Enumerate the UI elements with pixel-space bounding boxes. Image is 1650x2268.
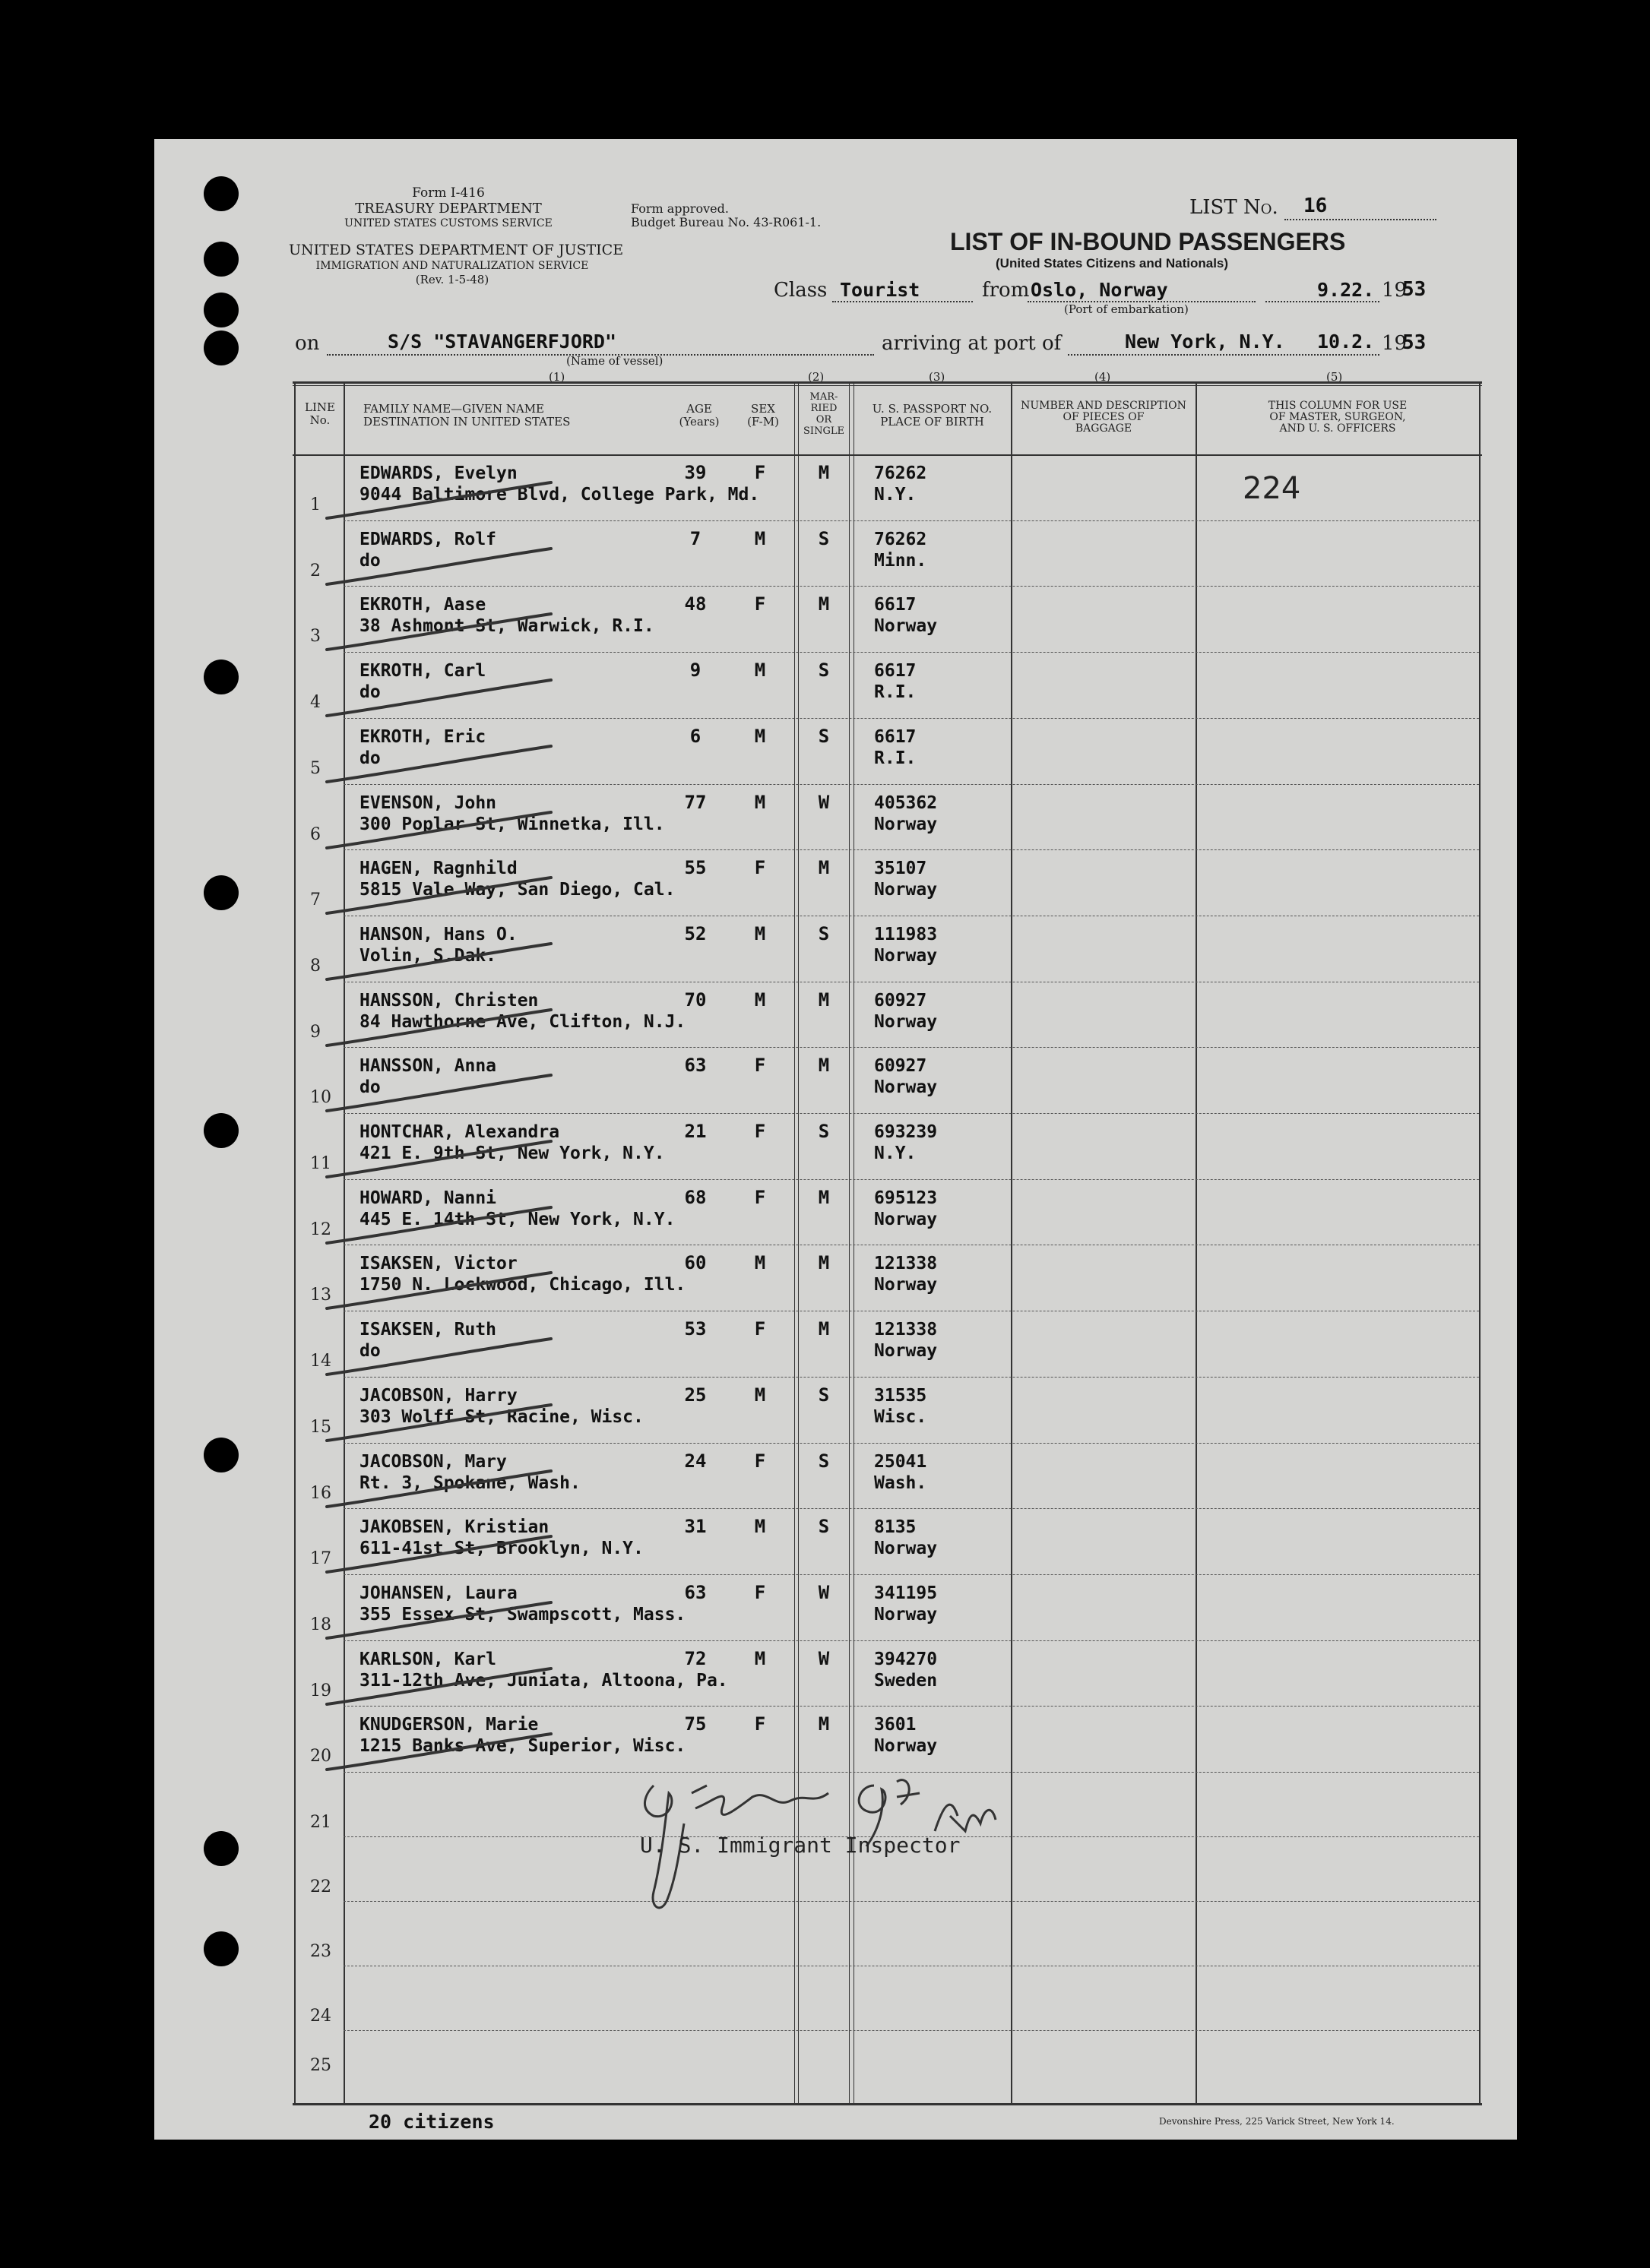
- header-married: MAR- RIED OR SINGLE: [803, 391, 844, 437]
- passenger-name: JOHANSEN, Laura: [359, 1583, 518, 1603]
- passenger-sex: F: [754, 1055, 766, 1077]
- department-justice: UNITED STATES DEPARTMENT OF JUSTICE: [289, 242, 624, 258]
- passenger-age: 60: [684, 1252, 707, 1274]
- passenger-age: 63: [684, 1581, 707, 1603]
- punch-hole: [204, 242, 239, 277]
- passenger-marital-status: W: [818, 1647, 830, 1669]
- line-number: 7: [310, 890, 321, 910]
- passenger-destination: do: [359, 1077, 381, 1098]
- passenger-marital-status: M: [818, 1252, 830, 1274]
- passenger-sex: F: [754, 593, 766, 615]
- passenger-sex: M: [754, 1647, 766, 1669]
- check-mark: [323, 1006, 597, 1052]
- line-number: 6: [310, 824, 321, 844]
- departure-year: 53: [1402, 278, 1427, 301]
- form-approved: Form approved.: [631, 201, 729, 216]
- passenger-marital-status: W: [818, 791, 830, 813]
- passenger-name: HANSSON, Anna: [359, 1056, 497, 1077]
- check-mark: [323, 1533, 597, 1578]
- passenger-age: 24: [684, 1450, 707, 1472]
- check-mark: [323, 479, 597, 524]
- header-line-no: LINE No.: [305, 400, 335, 427]
- passenger-age: 70: [684, 988, 707, 1011]
- passenger-destination: 38 Ashmont St, Warwick, R.I.: [359, 616, 654, 637]
- passport-number: 60927: [874, 1056, 927, 1077]
- passenger-name: EVENSON, John: [359, 792, 497, 813]
- list-number: 16: [1303, 195, 1328, 217]
- passport-number: 6617: [874, 595, 917, 615]
- passenger-destination: 311-12th Ave, Juniata, Altoona, Pa.: [359, 1670, 728, 1691]
- form-number: Form I-416: [412, 185, 485, 201]
- passenger-sex: F: [754, 1581, 766, 1603]
- check-mark: [323, 1467, 597, 1513]
- header-age: AGE (Years): [679, 402, 720, 429]
- passenger-marital-status: S: [818, 1450, 830, 1472]
- header-name: FAMILY NAME—GIVEN NAME DESTINATION IN UNITED STATES: [363, 402, 571, 429]
- place-of-birth: Norway: [874, 1539, 938, 1559]
- passenger-sex: F: [754, 857, 766, 879]
- arrival-date: 10.2.: [1317, 331, 1375, 353]
- passenger-name: HANSSON, Christen: [359, 990, 539, 1011]
- col-number-1: (1): [549, 370, 565, 384]
- form-title: LIST OF IN-BOUND PASSENGERS: [950, 228, 1346, 255]
- passenger-name: ISAKSEN, Ruth: [359, 1320, 497, 1340]
- passenger-destination: do: [359, 748, 381, 768]
- punch-hole: [204, 1831, 239, 1866]
- port-caption: (Port of embarkation): [1064, 302, 1189, 316]
- punch-hole: [204, 1931, 239, 1966]
- passenger-age: 53: [684, 1318, 707, 1340]
- budget-bureau: Budget Bureau No. 43-R061-1.: [631, 215, 822, 229]
- passenger-sex: F: [754, 1450, 766, 1472]
- passenger-age: 77: [684, 791, 707, 813]
- passport-number: 341195: [874, 1583, 938, 1603]
- check-mark: [323, 1269, 597, 1314]
- officer-note: 224: [1243, 471, 1301, 506]
- passenger-marital-status: S: [818, 527, 830, 549]
- passenger-name: EKROTH, Carl: [359, 661, 486, 682]
- line-number: 12: [310, 1219, 331, 1239]
- place-of-birth: Norway: [874, 1275, 938, 1295]
- place-of-birth: N.Y.: [874, 485, 917, 505]
- department-treasury: TREASURY DEPARTMENT: [355, 201, 542, 217]
- passenger-age: 6: [689, 725, 701, 747]
- passport-number: 8135: [874, 1517, 917, 1538]
- list-no-label: LIST No.: [1189, 196, 1278, 219]
- passport-number: 6617: [874, 661, 917, 682]
- passenger-name: JAKOBSEN, Kristian: [359, 1517, 549, 1538]
- arrival-year: 53: [1402, 331, 1427, 354]
- passenger-age: 31: [684, 1516, 707, 1538]
- revision-date: (Rev. 1-5-48): [415, 273, 489, 286]
- passenger-name: JACOBSON, Harry: [359, 1385, 518, 1406]
- passenger-age: 68: [684, 1186, 707, 1208]
- passenger-sex: M: [754, 1252, 766, 1274]
- col-number-2: (2): [808, 370, 825, 384]
- arrival-port: New York, N.Y.: [1125, 331, 1285, 353]
- passenger-destination: Volin, S.Dak.: [359, 945, 497, 966]
- class-label: Class: [774, 279, 828, 302]
- line-number: 8: [310, 956, 321, 976]
- line-number: 17: [310, 1549, 331, 1569]
- passenger-age: 7: [689, 527, 701, 549]
- passenger-name: HANSON, Hans O.: [359, 924, 518, 944]
- vessel-name: S/S "STAVANGERFJORD": [388, 331, 617, 353]
- place-of-birth: Norway: [874, 1077, 938, 1098]
- check-mark: [323, 676, 597, 722]
- passenger-name: KARLSON, Karl: [359, 1649, 497, 1669]
- punch-hole: [204, 1438, 239, 1472]
- line-number: 15: [310, 1417, 331, 1437]
- passenger-sex: M: [754, 922, 766, 944]
- check-mark: [323, 1665, 597, 1710]
- form-subtitle: (United States Citizens and Nationals): [996, 256, 1229, 270]
- arriving-label: arriving at port of: [882, 332, 1062, 355]
- passenger-marital-status: M: [818, 988, 830, 1011]
- passport-number: 121338: [874, 1320, 938, 1340]
- place-of-birth: Norway: [874, 814, 938, 834]
- check-mark: [323, 808, 597, 854]
- line-number: 2: [310, 561, 321, 580]
- line-number: 9: [310, 1022, 321, 1042]
- check-mark: [323, 1401, 597, 1447]
- passport-number: 405362: [874, 792, 938, 813]
- vessel-caption: (Name of vessel): [566, 354, 663, 368]
- check-mark: [323, 1599, 597, 1644]
- departure-year-prefix: 19: [1382, 279, 1408, 302]
- place-of-birth: Wash.: [874, 1472, 927, 1493]
- place-of-birth: Norway: [874, 1604, 938, 1624]
- passenger-name: EKROTH, Eric: [359, 726, 486, 747]
- printer-credit: Devonshire Press, 225 Varick Street, New York 14.: [1159, 2116, 1395, 2127]
- place-of-birth: Minn.: [874, 550, 927, 571]
- passenger-age: 25: [684, 1384, 707, 1406]
- check-mark: [323, 610, 597, 656]
- passenger-destination: 445 E. 14th St, New York, N.Y.: [359, 1209, 676, 1229]
- passenger-sex: M: [754, 527, 766, 549]
- col-number-4: (4): [1094, 370, 1111, 384]
- line-number: 18: [310, 1615, 331, 1634]
- passenger-name: HAGEN, Ragnhild: [359, 859, 518, 879]
- header-passport: U. S. PASSPORT NO. PLACE OF BIRTH: [872, 402, 993, 429]
- punch-hole: [204, 331, 239, 365]
- passport-number: 25041: [874, 1451, 927, 1472]
- passenger-destination: 611-41st St, Brooklyn, N.Y.: [359, 1539, 644, 1559]
- line-number: 20: [310, 1747, 331, 1767]
- place-of-birth: Norway: [874, 880, 938, 900]
- passenger-marital-status: S: [818, 1384, 830, 1406]
- from-label: from: [982, 279, 1030, 302]
- line-number: 23: [310, 1942, 331, 1961]
- check-mark: [323, 1137, 597, 1183]
- passport-number: 35107: [874, 859, 927, 879]
- passenger-destination: 303 Wolff St, Racine, Wisc.: [359, 1406, 644, 1427]
- passenger-destination: do: [359, 1341, 381, 1362]
- check-mark: [323, 545, 597, 590]
- passenger-sex: M: [754, 660, 766, 682]
- passenger-age: 52: [684, 922, 707, 944]
- line-number: 24: [310, 2007, 331, 2026]
- passenger-marital-status: W: [818, 1581, 830, 1603]
- passenger-age: 9: [689, 660, 701, 682]
- passenger-sex: F: [754, 1713, 766, 1735]
- check-mark: [323, 1730, 597, 1776]
- departure-date: 9.22.: [1317, 279, 1375, 301]
- passenger-destination: 9044 Baltimore Blvd, College Park, Md.: [359, 485, 760, 505]
- passenger-sex: F: [754, 1318, 766, 1340]
- punch-hole: [204, 660, 239, 694]
- header-sex: SEX (F-M): [747, 402, 779, 429]
- passport-number: 695123: [874, 1188, 938, 1208]
- check-mark: [323, 1204, 597, 1249]
- passport-number: 76262: [874, 529, 927, 549]
- punch-hole: [204, 875, 239, 910]
- passport-number: 111983: [874, 924, 938, 944]
- passenger-name: ISAKSEN, Victor: [359, 1254, 518, 1274]
- place-of-birth: N.Y.: [874, 1143, 917, 1163]
- inspector-label: U. S. Immigrant Inspector: [640, 1833, 961, 1858]
- passenger-destination: 5815 Vale Way, San Diego, Cal.: [359, 880, 676, 900]
- passenger-name: EDWARDS, Rolf: [359, 529, 497, 549]
- passport-number: 3601: [874, 1715, 917, 1735]
- place-of-birth: Norway: [874, 945, 938, 966]
- place-of-birth: Sweden: [874, 1670, 938, 1691]
- passenger-age: 63: [684, 1055, 707, 1077]
- ins-service: IMMIGRATION AND NATURALIZATION SERVICE: [315, 260, 589, 272]
- place-of-birth: Norway: [874, 1736, 938, 1757]
- passenger-age: 21: [684, 1121, 707, 1142]
- passenger-marital-status: M: [818, 1186, 830, 1208]
- line-number: 10: [310, 1088, 331, 1108]
- port-of-embarkation: Oslo, Norway: [1031, 279, 1168, 301]
- place-of-birth: R.I.: [874, 682, 917, 703]
- col-number-3: (3): [929, 370, 945, 384]
- passenger-marital-status: M: [818, 462, 830, 483]
- passport-number: 6617: [874, 726, 917, 747]
- passenger-destination: 300 Poplar St, Winnetka, Ill.: [359, 814, 665, 834]
- arrival-year-prefix: 19: [1382, 332, 1408, 355]
- passenger-destination: do: [359, 550, 381, 571]
- line-number: 11: [310, 1154, 331, 1173]
- passenger-destination: 1215 Banks Ave, Superior, Wisc.: [359, 1736, 686, 1757]
- passenger-sex: M: [754, 725, 766, 747]
- passenger-name: HOWARD, Nanni: [359, 1188, 497, 1208]
- passenger-destination: do: [359, 682, 381, 703]
- passenger-sex: M: [754, 791, 766, 813]
- passport-number: 76262: [874, 463, 927, 483]
- line-number: 3: [310, 627, 321, 647]
- passenger-name: JACOBSON, Mary: [359, 1451, 507, 1472]
- line-number: 1: [310, 495, 321, 514]
- place-of-birth: R.I.: [874, 748, 917, 768]
- punch-hole: [204, 293, 239, 327]
- total-citizens: 20 citizens: [369, 2111, 495, 2133]
- passenger-marital-status: S: [818, 660, 830, 682]
- line-number: 22: [310, 1877, 331, 1896]
- passenger-sex: F: [754, 462, 766, 483]
- passenger-name: KNUDGERSON, Marie: [359, 1715, 539, 1735]
- place-of-birth: Norway: [874, 1011, 938, 1032]
- line-number: 4: [310, 693, 321, 713]
- passenger-sex: M: [754, 988, 766, 1011]
- passenger-age: 75: [684, 1713, 707, 1735]
- place-of-birth: Norway: [874, 1209, 938, 1229]
- punch-hole: [204, 1113, 239, 1148]
- line-number: 14: [310, 1352, 331, 1371]
- place-of-birth: Norway: [874, 616, 938, 637]
- passenger-marital-status: S: [818, 922, 830, 944]
- passenger-marital-status: S: [818, 1121, 830, 1142]
- passenger-destination: 84 Hawthorne Ave, Clifton, N.J.: [359, 1011, 686, 1032]
- passenger-destination: 355 Essex St, Swampscott, Mass.: [359, 1604, 686, 1624]
- passenger-marital-status: M: [818, 1318, 830, 1340]
- header-baggage: NUMBER AND DESCRIPTION OF PIECES OF BAGGAGE: [1021, 400, 1186, 435]
- header-officers: THIS COLUMN FOR USE OF MASTER, SURGEON, AND U. S. OFFICERS: [1268, 400, 1408, 435]
- check-mark: [323, 940, 597, 985]
- passenger-age: 48: [684, 593, 707, 615]
- check-mark: [323, 1071, 597, 1117]
- check-mark: [323, 874, 597, 919]
- passenger-age: 39: [684, 462, 707, 483]
- passport-number: 394270: [874, 1649, 938, 1669]
- line-number: 21: [310, 1813, 331, 1832]
- line-number: 13: [310, 1286, 331, 1305]
- passenger-age: 72: [684, 1647, 707, 1669]
- passenger-name: EKROTH, Aase: [359, 595, 486, 615]
- passenger-marital-status: S: [818, 1516, 830, 1538]
- passenger-name: HONTCHAR, Alexandra: [359, 1122, 560, 1142]
- line-number: 16: [310, 1483, 331, 1503]
- passenger-sex: M: [754, 1516, 766, 1538]
- check-mark: [323, 1335, 597, 1381]
- place-of-birth: Norway: [874, 1341, 938, 1362]
- place-of-birth: Wisc.: [874, 1406, 927, 1427]
- line-number: 19: [310, 1681, 331, 1700]
- line-number: 5: [310, 758, 321, 778]
- passport-number: 121338: [874, 1254, 938, 1274]
- passport-number: 60927: [874, 990, 927, 1011]
- passport-number: 31535: [874, 1385, 927, 1406]
- passenger-marital-status: M: [818, 1713, 830, 1735]
- passenger-marital-status: M: [818, 593, 830, 615]
- passenger-marital-status: S: [818, 725, 830, 747]
- passenger-destination: Rt. 3, Spokane, Wash.: [359, 1472, 581, 1493]
- passenger-marital-status: M: [818, 857, 830, 879]
- passenger-destination: 1750 N. Lockwood, Chicago, Ill.: [359, 1275, 686, 1295]
- passenger-sex: M: [754, 1384, 766, 1406]
- line-number: 25: [310, 2056, 331, 2075]
- passport-number: 693239: [874, 1122, 938, 1142]
- punch-hole: [204, 176, 239, 211]
- passenger-sex: F: [754, 1121, 766, 1142]
- customs-service: UNITED STATES CUSTOMS SERVICE: [344, 217, 553, 229]
- passenger-marital-status: M: [818, 1055, 830, 1077]
- passenger-age: 55: [684, 857, 707, 879]
- passenger-sex: F: [754, 1186, 766, 1208]
- class-value: Tourist: [840, 279, 920, 301]
- passenger-name: EDWARDS, Evelyn: [359, 463, 518, 483]
- col-number-5: (5): [1326, 370, 1343, 384]
- on-label: on: [295, 332, 320, 355]
- check-mark: [323, 742, 597, 788]
- passenger-destination: 421 E. 9th St, New York, N.Y.: [359, 1143, 665, 1163]
